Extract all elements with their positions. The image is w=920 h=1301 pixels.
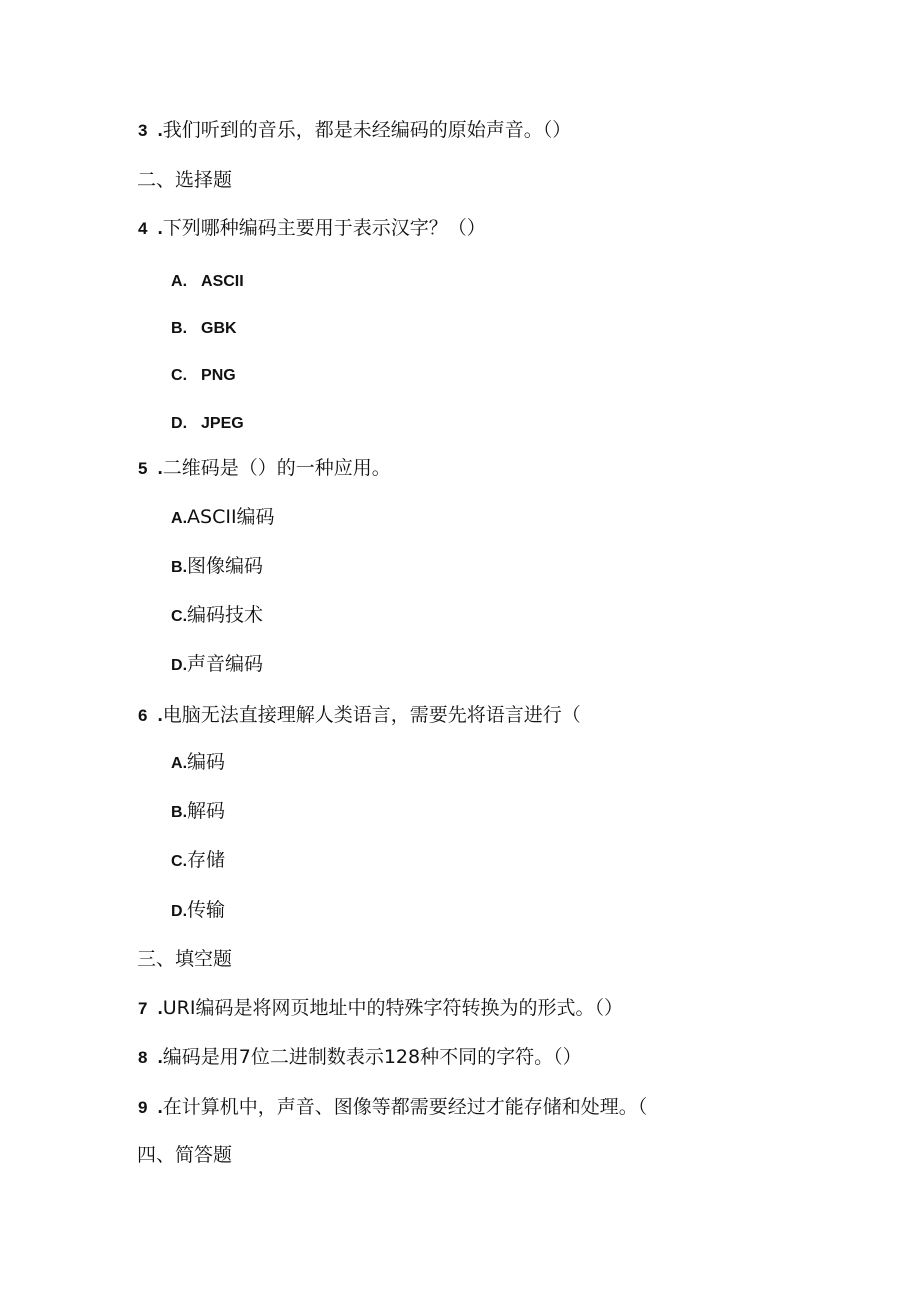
- question-6: [138, 703, 581, 728]
- question-number: 8: [138, 1048, 148, 1067]
- option-b: [171, 799, 225, 825]
- option-letter: B: [171, 559, 183, 576]
- question-text: 下列哪种编码主要用于表示汉字？（）: [162, 217, 486, 239]
- option-separator: .: [182, 415, 188, 432]
- question-text: 电脑无法直接理解人类语言，需要先将语言进行（: [162, 704, 581, 726]
- question-4: [138, 216, 486, 241]
- option-value: 图像编码: [187, 555, 264, 577]
- question-7: [138, 996, 623, 1021]
- option-letter: C: [171, 367, 183, 384]
- option-separator: .: [182, 510, 188, 527]
- question-text: 我们听到的音乐，都是未经编码的原始声音。（）: [162, 119, 572, 141]
- option-separator: .: [182, 559, 188, 576]
- option-d: [171, 652, 263, 678]
- option-letter: A: [171, 273, 183, 290]
- question-number: 5: [138, 459, 148, 478]
- option-letter: B: [171, 320, 183, 337]
- question-3: [138, 118, 571, 143]
- option-value: 声音编码: [187, 653, 264, 675]
- section-heading-fill: 三、填空题: [137, 948, 233, 970]
- option-value: 编码技术: [187, 604, 264, 626]
- question-8: [138, 1045, 582, 1070]
- option-separator: .: [182, 853, 188, 870]
- question-text: URI编码是将网页地址中的特殊字符转换为的形式。（）: [162, 997, 623, 1019]
- question-number: 9: [138, 1098, 148, 1117]
- question-dot: .: [157, 120, 163, 141]
- option-letter: C: [171, 608, 183, 625]
- option-c: [171, 362, 236, 388]
- option-value: 解码: [187, 800, 226, 822]
- option-a: [171, 268, 244, 294]
- option-value: 传输: [187, 899, 226, 921]
- option-c: [171, 603, 263, 629]
- option-letter: C: [171, 853, 183, 870]
- question-number: 6: [138, 706, 148, 725]
- question-dot: .: [157, 218, 163, 239]
- question-text: 在计算机中，声音、图像等都需要经过才能存储和处理。（: [162, 1096, 648, 1118]
- option-value: ASCII: [201, 273, 244, 290]
- question-number: 3: [138, 121, 148, 140]
- option-b: [171, 315, 237, 341]
- option-letter: D: [171, 657, 183, 674]
- section-heading-short-answer: 四、简答题: [137, 1144, 233, 1166]
- option-separator: .: [182, 608, 188, 625]
- option-value: PNG: [201, 367, 236, 384]
- question-9: [138, 1095, 647, 1120]
- question-dot: .: [157, 458, 163, 479]
- question-number: 7: [138, 999, 148, 1018]
- option-d: [171, 410, 244, 436]
- question-5: [138, 456, 391, 481]
- option-value: 编码: [187, 751, 226, 773]
- option-separator: .: [182, 755, 188, 772]
- option-value: 存储: [187, 849, 226, 871]
- option-separator: .: [182, 804, 188, 821]
- option-letter: A: [171, 755, 183, 772]
- question-text: 二维码是（）的一种应用。: [162, 457, 391, 479]
- option-separator: .: [182, 273, 188, 290]
- section-heading-choice: 二、选择题: [137, 169, 233, 191]
- option-letter: B: [171, 804, 183, 821]
- option-letter: D: [171, 903, 183, 920]
- question-number: 4: [138, 219, 148, 238]
- option-separator: .: [182, 657, 188, 674]
- option-c: [171, 848, 225, 874]
- option-separator: .: [182, 367, 188, 384]
- option-letter: A: [171, 510, 183, 527]
- option-d: [171, 898, 225, 924]
- option-letter: D: [171, 415, 183, 432]
- option-value: JPEG: [201, 415, 244, 432]
- question-dot: .: [157, 1097, 163, 1118]
- option-value: ASCII编码: [187, 506, 275, 528]
- option-a: [171, 505, 275, 531]
- question-dot: .: [157, 705, 163, 726]
- option-separator: .: [182, 320, 188, 337]
- option-b: [171, 554, 263, 580]
- question-text: 编码是用7位二进制数表示128种不同的字符。（）: [162, 1046, 582, 1068]
- question-dot: .: [157, 1047, 163, 1068]
- question-dot: .: [157, 998, 163, 1019]
- option-a: [171, 750, 225, 776]
- option-value: GBK: [201, 320, 237, 337]
- option-separator: .: [182, 903, 188, 920]
